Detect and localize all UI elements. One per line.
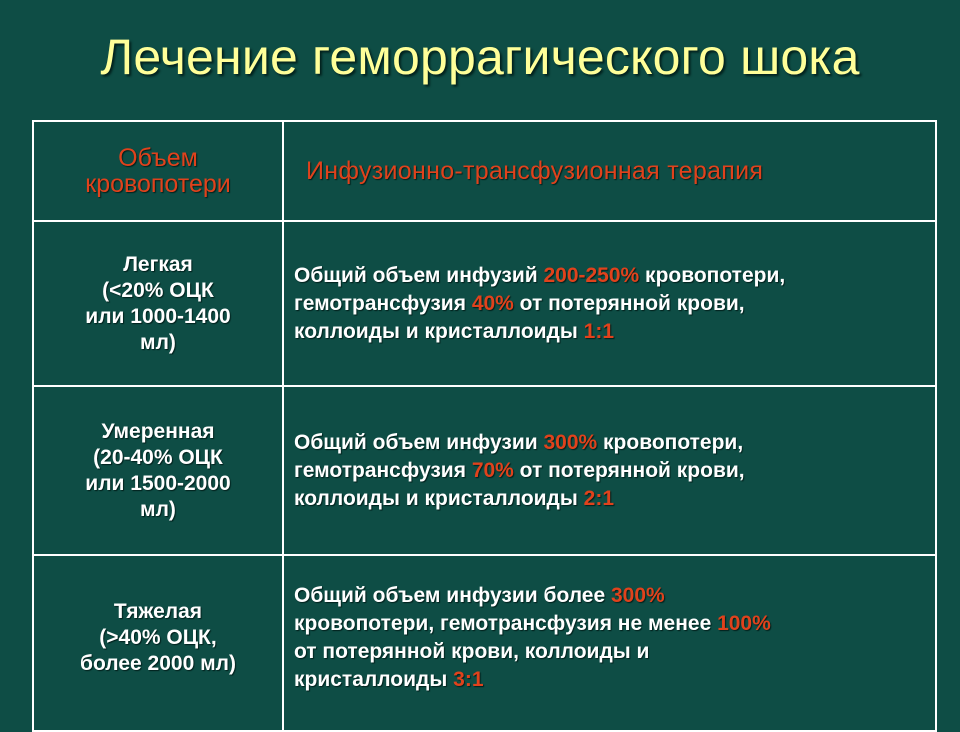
therapy-highlight: 300%: [543, 430, 598, 454]
therapy-highlight: 1:1: [583, 319, 615, 343]
therapy-highlight: 100%: [717, 612, 771, 635]
therapy-text: Общий объем инфузий: [294, 263, 544, 287]
severity-label: [85, 252, 230, 356]
header-cell-blood-loss: [34, 122, 282, 220]
severity-label: [85, 419, 230, 523]
header-blood-loss-label: [85, 145, 230, 197]
therapy-text: кристаллоиды: [294, 668, 454, 691]
severity-line: мл): [140, 330, 176, 354]
therapy-line: [294, 429, 745, 457]
therapy-cell-severe: [284, 556, 935, 720]
severity-cell-moderate: [34, 387, 282, 554]
severity-line: или 1500-2000: [85, 471, 231, 495]
severity-line: мл): [140, 497, 176, 521]
therapy-description: [294, 582, 771, 694]
therapy-line: [294, 485, 745, 513]
severity-line: или 1000-1400: [85, 304, 231, 328]
therapy-highlight: 2:1: [583, 486, 615, 510]
therapy-highlight: 70%: [471, 458, 514, 482]
therapy-highlight: 3:1: [453, 668, 484, 691]
slide-title: Лечение геморрагического шока: [100, 29, 860, 85]
severity-line: Легкая: [123, 252, 193, 276]
severity-line: (>40% ОЦК,: [99, 626, 217, 649]
header-cell-therapy: [284, 122, 935, 220]
therapy-text: Общий объем инфузии: [294, 430, 544, 454]
therapy-text: от потерянной крови, коллоиды и: [294, 640, 650, 663]
therapy-text: от потерянной крови,: [513, 458, 745, 482]
therapy-line: [294, 638, 771, 666]
therapy-line: [294, 290, 785, 318]
therapy-text: коллоиды и кристаллоиды: [294, 486, 584, 510]
therapy-line: [294, 582, 771, 610]
therapy-line: [294, 262, 785, 290]
therapy-text: коллоиды и кристаллоиды: [294, 319, 584, 343]
therapy-text: гемотрансфузия: [294, 291, 472, 315]
therapy-highlight: 300%: [611, 584, 665, 607]
therapy-text: кровопотери, гемотрансфузия не менее: [294, 612, 718, 635]
severity-line: более 2000 мл): [80, 652, 236, 675]
severity-cell-severe: [34, 556, 282, 720]
header-blood-loss-line: Объем: [118, 144, 198, 172]
therapy-text: гемотрансфузия: [294, 458, 472, 482]
therapy-description: [294, 429, 745, 513]
therapy-text: кровопотери,: [597, 430, 744, 454]
therapy-line: [294, 318, 785, 346]
severity-cell-mild: [34, 222, 282, 385]
therapy-highlight: 40%: [471, 291, 514, 315]
therapy-text: кровопотери,: [639, 263, 786, 287]
header-therapy-label: Инфузионно-трансфузионная терапия: [306, 157, 764, 185]
severity-line: Тяжелая: [113, 600, 203, 623]
therapy-highlight: 200-250%: [543, 263, 640, 287]
severity-line: (<20% ОЦК: [102, 278, 214, 302]
severity-label: [80, 599, 236, 677]
therapy-description: [294, 262, 785, 346]
severity-line: Умеренная: [101, 419, 215, 443]
therapy-cell-moderate: [284, 387, 935, 554]
header-blood-loss-line: кровопотери: [85, 170, 231, 198]
therapy-cell-mild: [284, 222, 935, 385]
therapy-text: от потерянной крови,: [513, 291, 745, 315]
therapy-table: [32, 120, 937, 732]
severity-line: (20-40% ОЦК: [93, 445, 223, 469]
therapy-line: [294, 666, 771, 694]
therapy-line: [294, 610, 771, 638]
therapy-text: Общий объем инфузии более: [294, 584, 611, 607]
therapy-line: [294, 457, 745, 485]
